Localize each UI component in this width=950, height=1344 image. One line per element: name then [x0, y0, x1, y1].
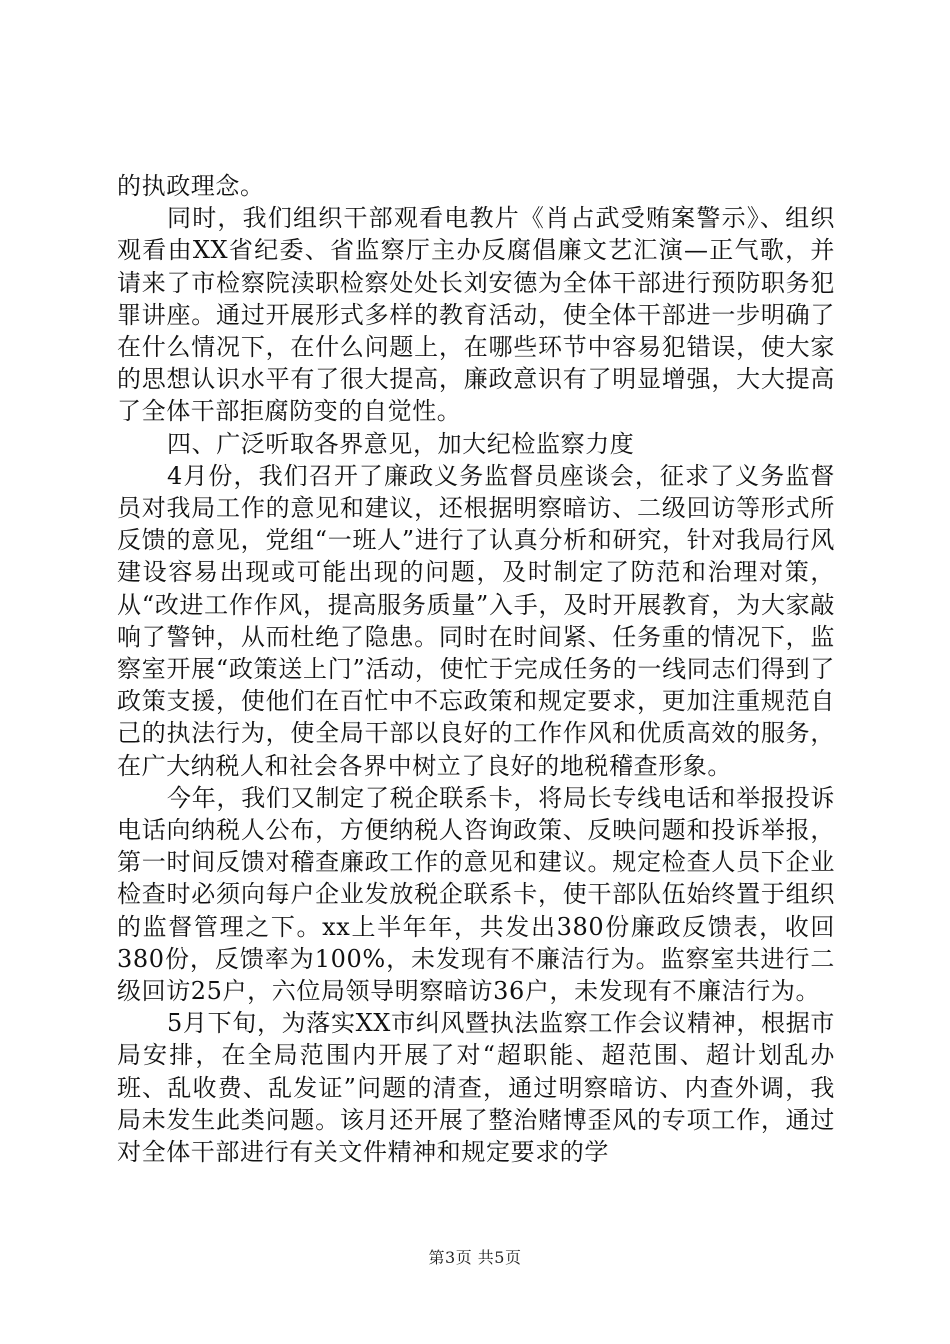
page-number-footer: 第3页 共5页	[428, 1248, 522, 1267]
paragraph: 4月份，我们召开了廉政义务监督员座谈会，征求了义务监督员对我局工作的意见和建议，还根据明察暗访、二级回访等形式所反馈的意见，党组“一班人”进行了认真分析和研究，针对我局行风建设容易出现或可能出现的问题，及时制定了防范和治理对策，从“改进工作作风，提高服务质量”入手，及时开展教育，为大家敲响了警钟，从而杜绝了隐患。同时在时间紧、任务重的情况下，监察室开展“政策送上门”活动，使忙于完成任务的一线同志们得到了政策支援，使他们在百忙中不忘政策和规定要求，更加注重规范自己的执法行为，使全局干部以良好的工作作风和优质高效的服务，在广大纳税人和社会各界中树立了良好的地税稽查形象。	[117, 461, 835, 780]
paragraph: 今年，我们又制定了税企联系卡，将局长专线电话和举报投诉电话向纳税人公布，方便纳税人咨询政策、反映问题和投诉举报，第一时间反馈对稽查廉政工作的意见和建议。规定检查人员下企业检查时必须向每户企业发放税企联系卡，使干部队伍始终置于组织的监督管理之下。xx上半年年，共发出380份廉政反馈表，收回380份，反馈率为100%，未发现有不廉洁行为。监察室共进行二级回访25户，六位局领导明察暗访36户，未发现有不廉洁行为。	[117, 783, 835, 1006]
section-heading: 四、广泛听取各界意见，加大纪检监察力度	[167, 429, 635, 458]
paragraph: 5月下旬，为落实XX市纠风暨执法监察工作会议精神，根据市局安排，在全局范围内开展了对“超职能、超范围、超计划乱办班、乱收费、乱发证”问题的清查，通过明察暗访、内查外调，我局未发生此类问题。该月还开展了整治赌博歪风的专项工作，通过对全体干部进行有关文件精神和规定要求的学	[117, 1009, 835, 1167]
paragraph: 同时，我们组织干部观看电教片《肖占武受贿案警示》、组织观看由XX省纪委、省监察厅主办反腐倡廉文艺汇演—正气歌，并请来了市检察院渎职检察处处长刘安德为全体干部进行预防职务犯罪讲座。通过开展形式多样的教育活动，使全体干部进一步明确了在什么情况下，在什么问题上，在哪些环节中容易犯错误，使大家的思想认识水平有了很大提高，廉政意识有了明显增强，大大提高了全体干部拒腐防变的自觉性。	[117, 204, 835, 426]
paragraph: 的执政理念。	[117, 172, 265, 200]
document-body	[117, 170, 835, 1168]
